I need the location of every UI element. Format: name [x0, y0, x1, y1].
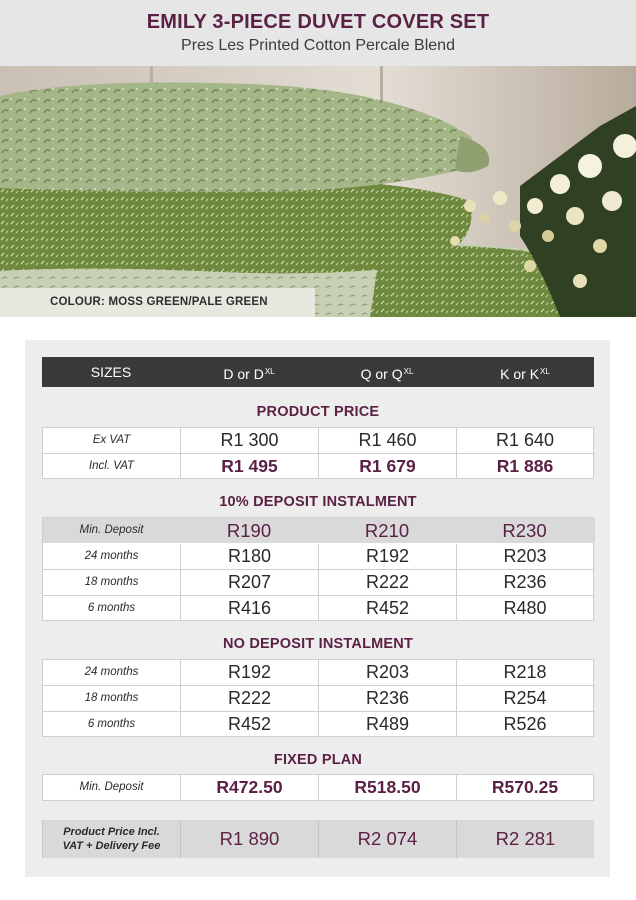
row-label: Incl. VAT [88, 460, 135, 472]
price-cell: R218 [456, 660, 593, 685]
price-cell: R222 [318, 570, 456, 595]
price-cell: R254 [456, 686, 593, 711]
section-title-no-deposit-instalment: NO DEPOSIT INSTALMENT [222, 636, 414, 652]
product-photo [0, 66, 636, 317]
price-cell: R236 [318, 686, 456, 711]
product-subtitle: Pres Les Printed Cotton Percale Blend [181, 37, 455, 54]
price-cell: R472.50 [180, 775, 318, 800]
price-cell: R222 [180, 686, 318, 711]
total-label-line2: VAT + Delivery Fee [62, 840, 161, 852]
price-cell: R416 [180, 596, 318, 620]
price-cell: R1 679 [318, 454, 456, 478]
colour-label-banner [0, 288, 315, 317]
total-label-line1: Product Price Incl. [63, 826, 160, 838]
price-cell: R480 [456, 596, 593, 620]
row-label: 18 months [84, 692, 139, 704]
price-cell: R192 [318, 544, 456, 569]
price-cell: R190 [226, 520, 272, 541]
table-row [43, 518, 595, 543]
table-row [43, 686, 595, 711]
table-row [43, 454, 595, 478]
price-cell: R526 [456, 712, 593, 736]
row-label: 18 months [84, 576, 139, 588]
price-cell: R452 [180, 712, 318, 736]
product-price-table [42, 427, 594, 479]
price-cell: R452 [318, 596, 456, 620]
price-cell: R1 460 [318, 428, 456, 453]
page-header [0, 0, 636, 66]
total-price-cell: R1 890 [180, 820, 318, 858]
row-label: Min. Deposit [79, 781, 144, 793]
price-cell: R1 640 [456, 428, 593, 453]
deposit-instalment-table [42, 517, 594, 621]
price-cell: R192 [180, 660, 318, 685]
product-title: EMILY 3-PIECE DUVET COVER SET [146, 11, 490, 33]
section-title-fixed-plan: FIXED PLAN [273, 752, 363, 768]
table-row [43, 596, 595, 620]
price-cell: R236 [456, 570, 593, 595]
table-row [43, 712, 595, 736]
section-title-product-price: PRODUCT PRICE [256, 404, 380, 420]
price-cell: R210 [364, 520, 410, 541]
row-label: Min. Deposit [79, 524, 144, 536]
header-double: D or $D^{XL}$ [223, 366, 275, 382]
price-cell: R203 [456, 544, 593, 569]
total-price-cell: R2 281 [456, 820, 594, 858]
fixed-plan-table [42, 774, 594, 801]
table-row [43, 570, 595, 595]
total-price-row [42, 820, 594, 858]
row-label: 24 months [84, 550, 139, 562]
price-cell: R207 [180, 570, 318, 595]
total-label [42, 820, 180, 858]
section-title-deposit-instalment: 10% DEPOSIT INSTALMENT [219, 494, 417, 510]
size-header-row [42, 357, 594, 387]
header-queen: Q or $Q^{XL}$ [360, 366, 414, 382]
table-row [43, 775, 595, 800]
price-cell: R570.25 [456, 775, 593, 800]
total-price-cell: R2 074 [318, 820, 456, 858]
table-row [43, 428, 595, 453]
header-king: K or $K^{XL}$ [500, 366, 550, 382]
row-label: 6 months [87, 602, 136, 614]
price-cell: R489 [318, 712, 456, 736]
price-cell: R1 495 [180, 454, 318, 478]
price-cell: R203 [318, 660, 456, 685]
header-sizes: SIZES [90, 364, 132, 380]
price-cell: R180 [180, 544, 318, 569]
row-label: Ex VAT [92, 434, 131, 446]
price-cell: R230 [502, 520, 547, 541]
row-label: 6 months [87, 718, 136, 730]
table-row [43, 544, 595, 569]
bedding-illustration [0, 66, 636, 317]
table-row [43, 660, 595, 685]
colour-label-text: COLOUR: MOSS GREEN/PALE GREEN [50, 296, 268, 308]
price-cell: R518.50 [318, 775, 456, 800]
price-cell: R1 300 [180, 428, 318, 453]
price-cell: R1 886 [456, 454, 593, 478]
row-label: 24 months [84, 666, 139, 678]
no-deposit-instalment-table [42, 659, 594, 737]
